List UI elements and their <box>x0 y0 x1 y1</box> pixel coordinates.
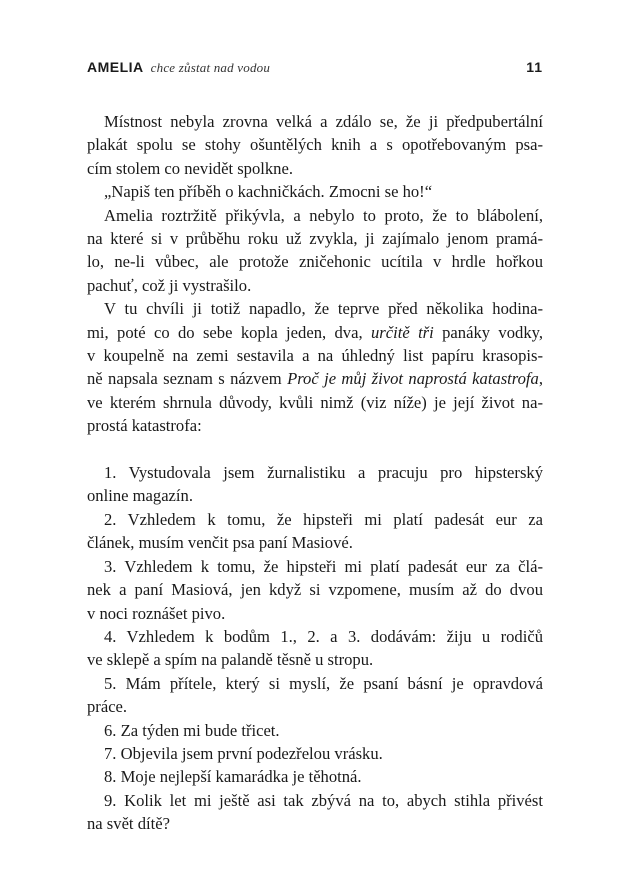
text-line <box>87 391 543 414</box>
text-line <box>87 531 543 554</box>
text-line <box>87 719 543 742</box>
text-segment: 3. Vzhledem k tomu, že hipsteři mi platí padesát eur za člá- <box>104 556 543 576</box>
page-header <box>87 59 543 79</box>
text-line <box>87 789 543 812</box>
text-segment: článek, musím venčit psa paní Masiové. <box>87 533 353 553</box>
text-line <box>87 250 543 273</box>
text-line <box>87 578 543 601</box>
text-line <box>87 110 543 133</box>
text-segment: Místnost nebyla zrovna velká a zdálo se, že ji předpubertální <box>104 112 543 131</box>
text-segment: mi, poté co do sebe kopla jeden, dva, <box>87 322 371 342</box>
text-segment: na které si v průběhu roku už zvykla, ji zajímalo jenom pramá- <box>87 229 543 249</box>
text-line <box>87 274 543 297</box>
text-segment: 8. Moje nejlepší kamarádka je těhotná. <box>104 767 362 787</box>
text-line <box>87 180 543 203</box>
text-line <box>87 461 543 484</box>
text-segment: online magazín. <box>87 486 193 506</box>
page-number: 11 <box>526 59 543 75</box>
text-line <box>87 157 543 180</box>
blank-line <box>87 438 543 461</box>
text-line <box>87 484 543 507</box>
text-line <box>87 133 543 156</box>
text-segment: ně napsala seznam s názvem <box>87 369 288 389</box>
text-line <box>87 344 543 367</box>
body-text <box>87 110 543 836</box>
text-line <box>87 227 543 250</box>
text-segment: , <box>538 369 543 389</box>
text-line <box>87 555 543 578</box>
text-line <box>87 297 543 320</box>
text-segment: 4. Vzhledem k bodům 1., 2. a 3. dodávám: žiju u rodičů <box>104 626 543 646</box>
text-segment: „Napiš ten příběh o kachničkách. Zmocni se ho!“ <box>104 182 433 202</box>
text-line <box>87 625 543 648</box>
text-line <box>87 321 543 344</box>
running-head-title: AMELIA <box>87 59 144 75</box>
text-segment: nek a paní Masiová, jen když si vzpomene, musím až do dvou <box>87 580 543 600</box>
text-line <box>87 367 543 390</box>
text-segment: 6. Za týden mi bude třicet. <box>104 720 280 740</box>
text-segment: 1. Vystudovala jsem žurnalistiku a pracuju pro hipsterský <box>104 463 543 483</box>
text-segment: práce. <box>87 697 128 717</box>
text-segment: 7. Objevila jsem první podezřelou vrásku. <box>104 743 383 763</box>
running-head-subtitle: chce zůstat nad vodou <box>150 60 271 75</box>
text-segment: 2. Vzhledem k tomu, že hipsteři mi platí padesát eur za <box>104 509 543 529</box>
text-segment: cím stolem co nevidět spolkne. <box>87 158 293 178</box>
text-line <box>87 414 543 437</box>
text-segment: 9. Kolik let mi ještě asi tak zbývá na to, abych stihla přivést <box>104 790 543 810</box>
text-line <box>87 695 543 718</box>
italic-text: Proč je můj život naprostá katastrofa <box>287 369 539 389</box>
text-segment: 5. Mám přítele, který si myslí, že psaní básní je opravdová <box>104 673 543 693</box>
text-segment: ve kterém shrnula důvody, kvůli nimž (viz níže) je její život na- <box>87 392 543 412</box>
text-segment: v koupelně na zemi sestavila a na úhledný list papíru krasopis- <box>87 346 543 366</box>
text-line <box>87 204 543 227</box>
text-line <box>87 648 543 671</box>
text-line <box>87 742 543 765</box>
text-segment: lo, ne-li vůbec, ale protože zničehonic ucítila v hrdle hořkou <box>87 252 543 272</box>
text-segment: na svět dítě? <box>87 814 170 834</box>
text-line <box>87 602 543 625</box>
running-head <box>87 59 270 77</box>
text-line <box>87 812 543 835</box>
text-line <box>87 508 543 531</box>
text-segment: Amelia roztržitě přikývla, a nebylo to proto, že to blábolení, <box>104 205 543 225</box>
text-segment: prostá katastrofa: <box>87 416 202 436</box>
italic-text: určitě tři <box>371 322 434 342</box>
text-segment: panáky vodky, <box>433 322 543 342</box>
text-segment: v noci roznášet pivo. <box>87 603 226 623</box>
text-line <box>87 765 543 788</box>
text-segment: ve sklepě a spím na palandě těsně u stropu. <box>87 650 374 670</box>
text-segment: plakát spolu se stohy ošuntělých knih a s opotřebovaným psa- <box>87 135 543 155</box>
text-segment: pachuť, což ji vystrašilo. <box>87 275 252 295</box>
text-segment: V tu chvíli ji totiž napadlo, že teprve před několika hodina- <box>104 299 543 319</box>
text-line <box>87 672 543 695</box>
